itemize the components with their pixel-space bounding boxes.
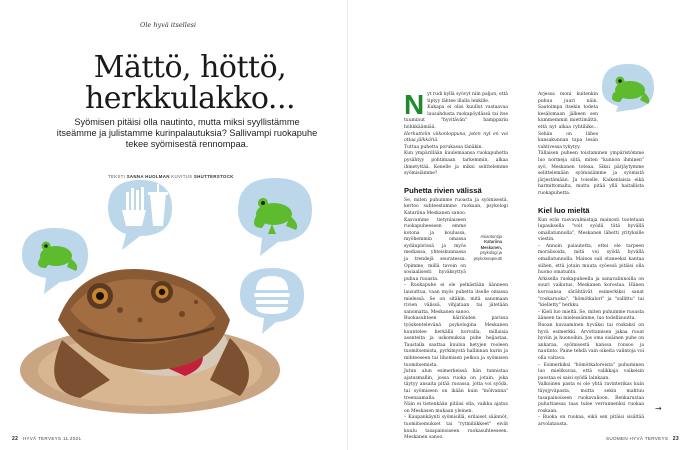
bubble-frog-left [22, 228, 88, 294]
credit-label: TEKSTI [108, 174, 126, 179]
paragraph: Tuttua puhetta porukassa tänäkin. [404, 144, 483, 150]
paragraph: – Kieli luo mieltä. Se, miten puhumme ruoasta ääneen tai mielessämme, luo todellisuutta. [538, 309, 644, 322]
bubble-burger [240, 268, 304, 334]
paragraph: Ruoan kuvaaminen hyväksi tai roskaksi on hyvä esimerkki. Arvottamisen jakaa ruoat hyviin ja huonoihin. Jos oma sisäinen puhe on ankaraa, syömisestä kanssa ronsoo ja nautinto. Paine tehdä vain oikeita valintoja voi olla valtava. [538, 323, 644, 361]
paragraph-intro: Nyt rudi kyllä syövyt niin paljon, että tiptyy lähtee illalla lenkille. [404, 89, 508, 120]
article-column-1 [404, 89, 508, 442]
article-column-2 [538, 92, 644, 429]
bubble-frog-right [238, 178, 312, 256]
footer-left [12, 436, 81, 442]
paragraph: Jutun alun esimerkeissä hän tunnistaa ajatusmallin, jossa ruoka on jotain, joka täytyy ansaita pitää ruoassa, jotta voi syödä, tai syömiseen on ikään kuin "mölvanna" treenaamalla. [404, 369, 508, 401]
paragraph: – Annoin palautetta, ettei ole tarpeen moralisoida, mitä voi syödä hyvällä omallatunnolla. Mainos sali otaneeksi kantaa siihen, että jotain muuta syöessä pitäisi olla huono omatunto. [538, 243, 644, 276]
continue-arrow-icon: → [655, 404, 662, 413]
paragraph: Se, miten puhumme ruoasta ja syömisestä, kertoo suhteestamme ruokaan, psykologi Katariina Meskanen sanoo. [404, 197, 508, 216]
page-number-right: 23 [672, 436, 679, 442]
illustration-toad-with-food-bubbles [0, 170, 348, 420]
footer-right [606, 436, 682, 442]
paragraph: Ruokasuhteen häiriöiden parissa työskentelevänä psykologina Meskanen kuuntelee herkällä korvalla, millaisia asenteita ja uskomuksia puhe heijastaa. Taustalla saattaa kuulua hetyjen rooleen tuomitsemista, pyrkimystä hallinnan kurin ja mihteeseen tai lihomisen pelkoa ja syömisen tuomitsemista. [404, 316, 508, 368]
paragraph: Kasvamme tietynlaiseen ruokapuheeseen emme kotona ja koulussa, myöhemmin omassa sydänpiirissä ja myös mediassa, yhteiskunnassa ja trendejä seuratessa. Opimme, millä tavoin on sosiaalisesti hyväksyttyä puhua ruoasta. [404, 217, 466, 282]
credit-photo: SHUTTERSTOCK [193, 174, 234, 179]
subheading: Puhetta rivien välissä [404, 185, 482, 195]
paragraph: Tällaisen puheen toistaminen ympäristömme luo normeja siitä, miten "kunnon ihminen" syö, Meskanen toteaa. Siksi pärjäytymme selittelemään syömisiämme ja syömistä järjestämään. Ja toiselle. Kaikenlaisia eikä harmittomalta, mutta pitää yllä haitallista ruokapuhetta. [538, 151, 644, 196]
credit-author: SANNA HUOLMAN [126, 174, 170, 179]
subheading: Kiel luo mieltä [538, 205, 590, 215]
page-number-left: 22 [12, 436, 19, 442]
caption-role: psykologi ja psykoterapeutti [473, 250, 502, 261]
paragraph: Kun ympärillään kuulemaansa ruokapuhetta pysähtyy pohtimaan tarkemmin, alkaa ihmetyttää. Kenelle ja miksi selittelemme syömisiämme? [404, 151, 508, 177]
paragraph: – Esimerkiksi "hömötkaloreista" puhuminen luo mielikuvaa, että valikkaja vaikeisin paostaa ei saisi syödä lainkaan. [538, 362, 644, 381]
caption-label: Asiantuntija [480, 234, 502, 239]
bubble-fries [108, 180, 172, 250]
section-kicker: Ole hyvä itsellesi [140, 21, 197, 29]
footer-magazine-left: HYVÄ TERVEYS 11.2021 [22, 436, 82, 441]
paragraph: Herkuttelin viikonloppuna, joten nyt en voi ottaa jälkkäriä. [404, 131, 508, 144]
paragraph: Valkoinen pasta ei ole yhtä ravinterikas kuin täysjyväpasta, mutta sekin mahtuu tasapainoiseen ruokavalioon. Renkarustaa puhuttaessa taas tulee verrannenksi ruokaa roskaan. [538, 382, 644, 414]
expert-caption [470, 234, 502, 261]
drop-cap: N [404, 89, 425, 120]
caption-name: Katariina Meskanen, [480, 239, 502, 250]
paragraph: Kukapa ei olisi kuullut vastaavaa lausahdusta ruokapöydässä tai itse tuuminut "hyvitävän" hampparin höhkkäämiää. [404, 105, 508, 130]
footer-magazine-right: SUOMEN HYVÄ TERVEYS [606, 436, 669, 441]
paragraph: – Kaupankäynti syömisillä, erilaiset säännöt, tuomitsemukset tai "rytmiliikkeet" eivät kuulu tasapainoiseen ruokasuhteeseen. Meskanen sanoo. [404, 415, 508, 441]
article-headline: Mättö, höttö, herkkulakko... [84, 50, 296, 116]
burger-icon [254, 276, 290, 314]
paragraph: – Ruokapuhe ei ole pelkästään äänneen lausuttua, vaan myös puhetta itselle omassa mielessä. Se on sitäkin, mitä sanomaan rivien välissä, vihjataan tai jätetään sanomatta, Meskanen sanoo. [404, 283, 508, 315]
paragraph: – Ruoka on ruokaa, eikä sen pitäisi sisältää arvolatausta. [538, 415, 644, 427]
article-lede: Syömisen pitäisi olla nautinto, mutta miksi syyllistämme itseämme ja julistamme kurinpalautuksia? Sallivampi ruokapuhe tekee syömisestä rennompaa. [56, 117, 318, 150]
credit-photo-label: KUVITUS [171, 174, 193, 179]
paragraph: Arjessa moni kuitenkin puhuu juuri näin. Saatoimpa itsekin todeta kesälomaan jälkeen sen kummemmin miettimättä, että nyt alkaa ryhtiliike... Sehän on lähes kansakunnan tapa lesän vahtivessa tykytyy. [538, 92, 598, 150]
frog-bubble-top-right [598, 62, 658, 114]
paragraph: Kun eräs rasvavalmistaja mainosti tuotetaan lupauksella "voit syödä tätä hyvällä omallatunnolla", Meskanen lähetti yrityksille viestin. [538, 217, 644, 243]
paragraph: Arkisella ruokapuheella ja sanavalinnoilla on suuri vaikutus, Meskanen korostaa. Hänen korvaansa särähtävät esimerkiksi sanat "roskaruoka", "hömötkalori" ja "sallittu" tai "kielletty" herkku. [538, 276, 644, 309]
paragraph: Näin ei tietenkään pitäisi olla, vaikka ajatus on Meskasen mukaan yleinen. [404, 402, 508, 414]
